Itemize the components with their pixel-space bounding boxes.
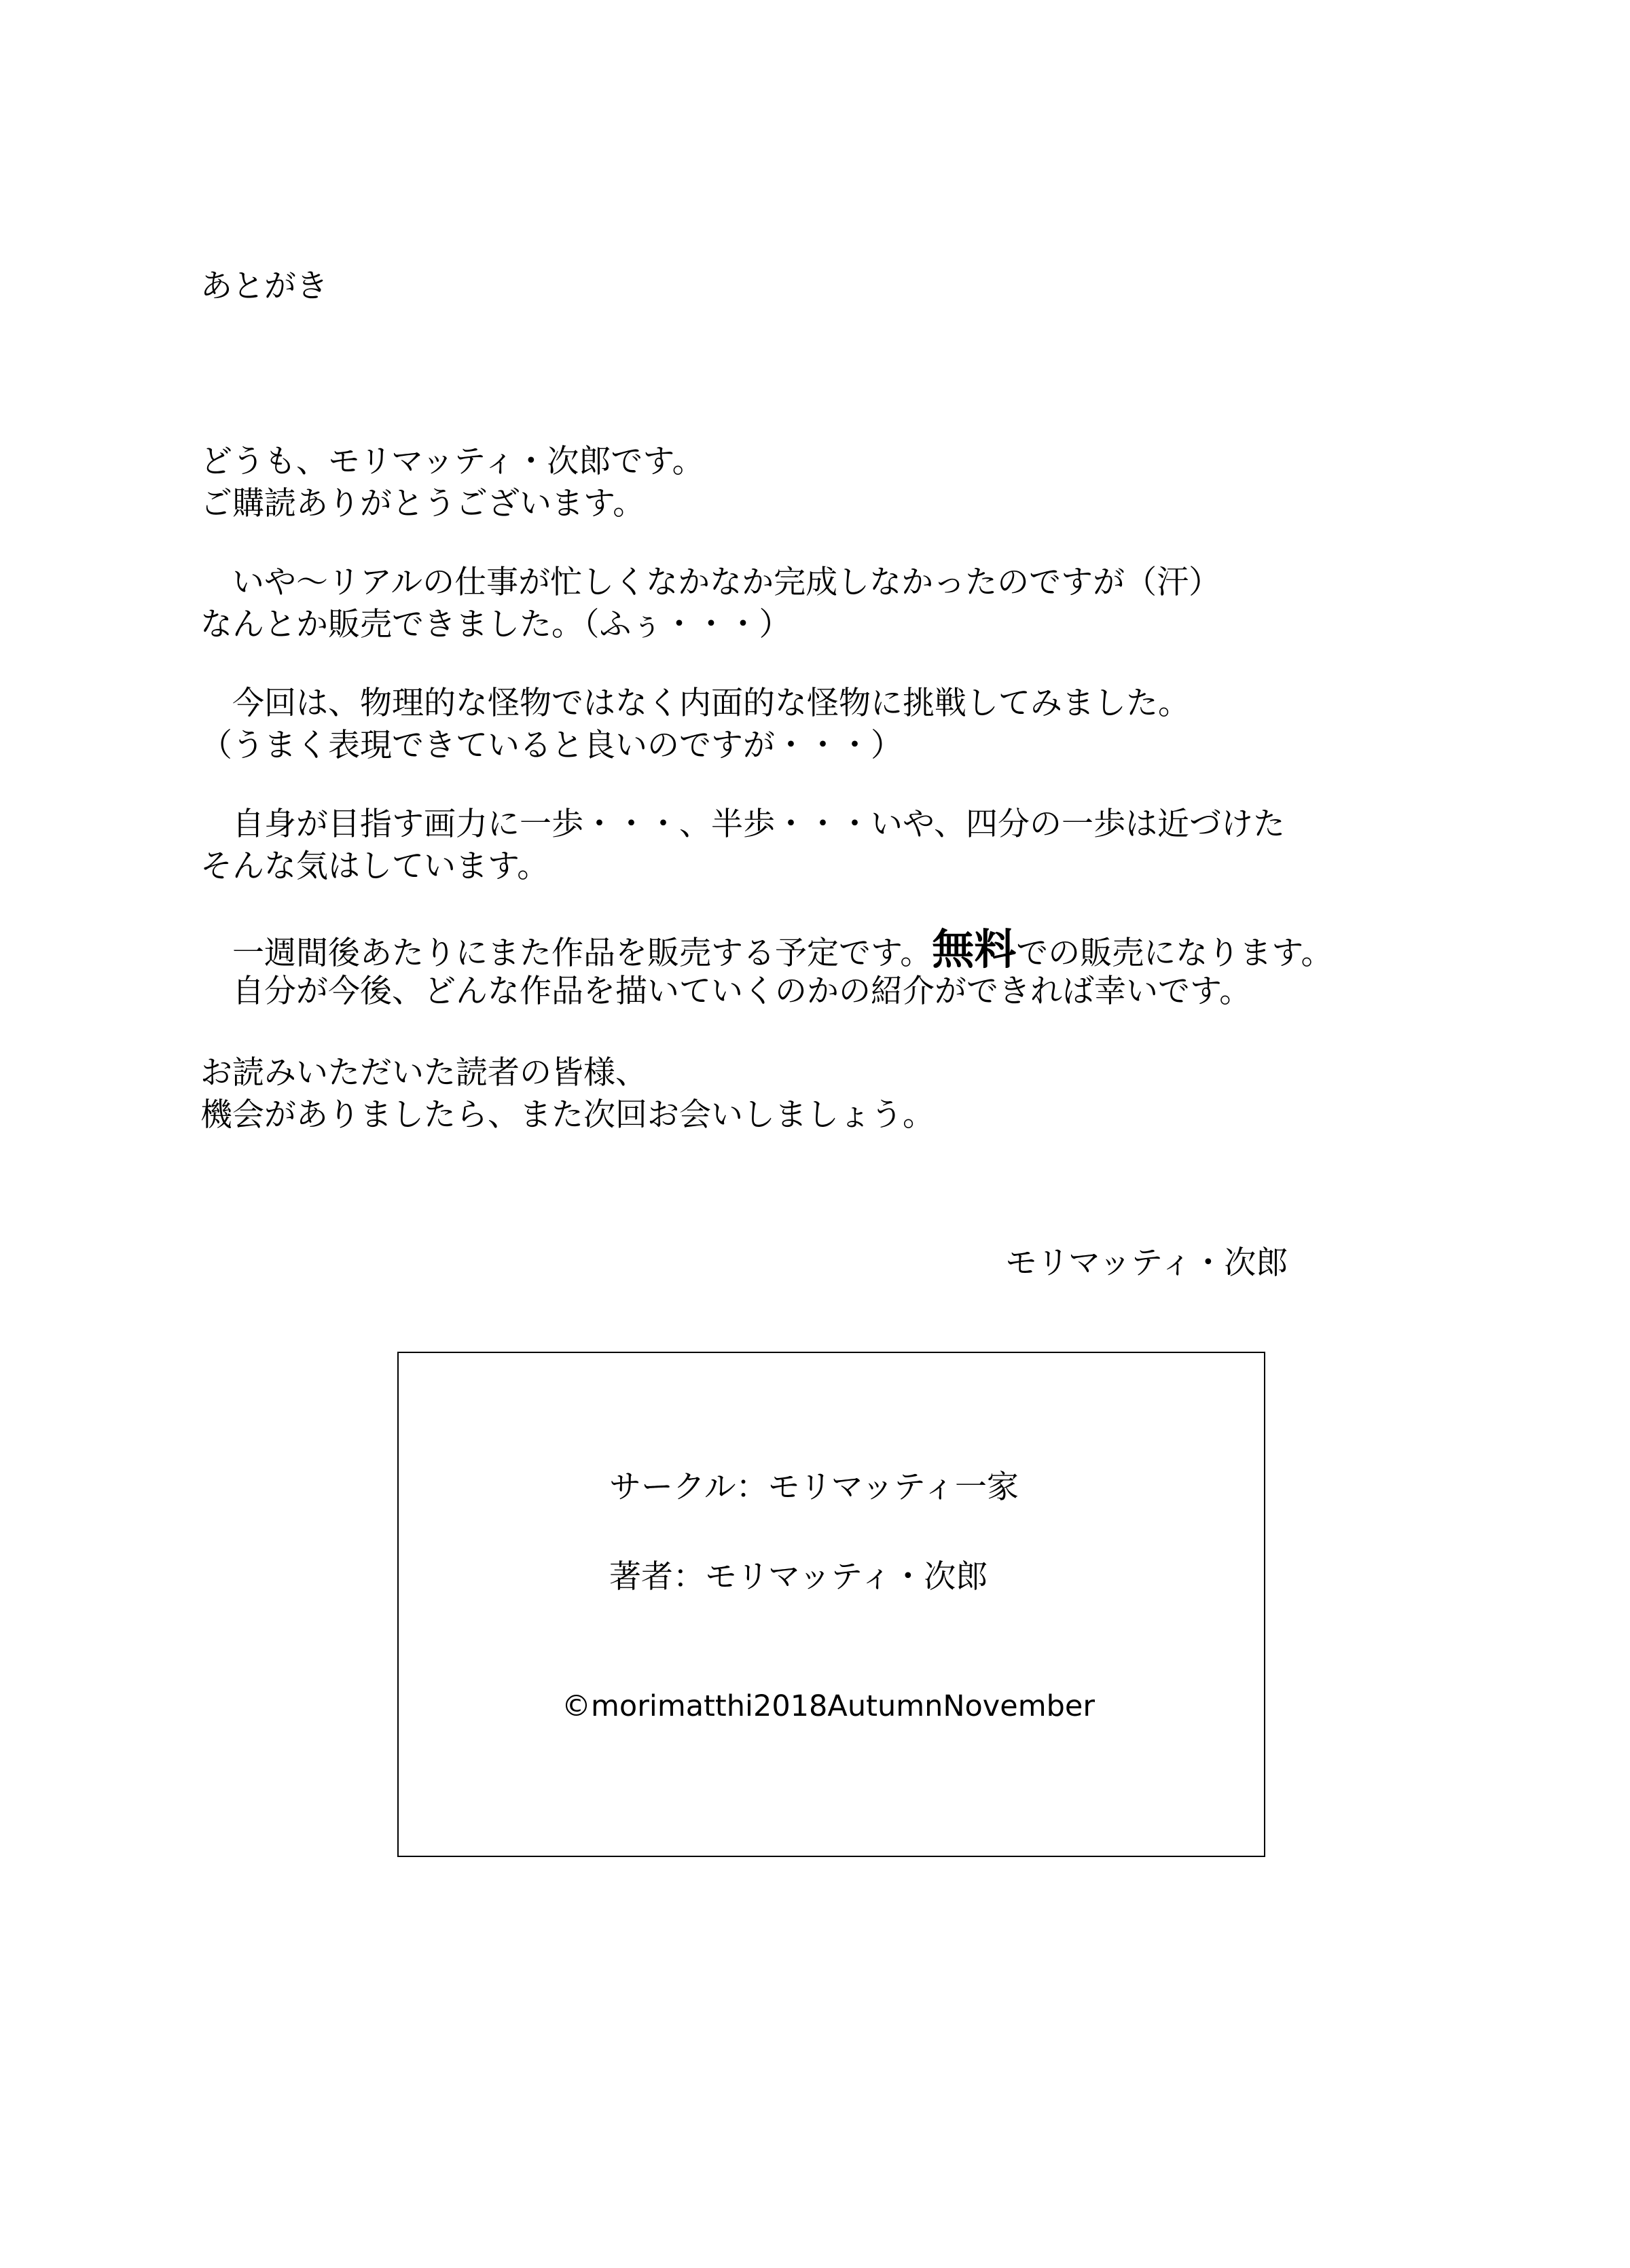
- body-line: （うまく表現できていると良いのですが・・・）: [200, 727, 903, 764]
- circle-name: サークル：モリマッティ一家: [609, 1469, 1019, 1506]
- body-line: 自身が目指す画力に一歩・・・、半歩・・・いや、四分の一歩は近づけた: [200, 806, 1286, 843]
- afterword-heading: あとがき: [200, 268, 328, 305]
- author-name: 著者：モリマッティ・次郎: [609, 1558, 988, 1596]
- author-signature: モリマッティ・次郎: [1005, 1244, 1288, 1282]
- copyright-notice: ©morimatthi2018AutumnNovember: [562, 1689, 1095, 1723]
- free-emphasis: 無料: [932, 924, 1017, 974]
- body-line: 今回は、物理的な怪物ではなく内面的な怪物に挑戦してみました。: [200, 685, 1190, 722]
- body-line: そんな気はしています。: [200, 848, 549, 885]
- colophon-box: [397, 1352, 1265, 1857]
- announcement-text: 一週間後あたりにまた作品を販売する予定です。: [200, 935, 932, 972]
- body-line: いや～リアルの仕事が忙しくなかなか完成しなかったのですが（汗）: [200, 564, 1221, 601]
- closing-line: お読みいただいた読者の皆様、: [200, 1054, 647, 1092]
- greeting-line: どうも、モリマッティ・次郎です。: [200, 443, 704, 480]
- announcement-line: [200, 924, 1333, 974]
- body-line: 自分が今後、どんな作品を描いていくのかの紹介ができれば幸いです。: [200, 973, 1252, 1010]
- thanks-line: ご購読ありがとうございます。: [200, 485, 645, 522]
- closing-line: 機会がありましたら、また次回お会いしましょう。: [200, 1096, 935, 1134]
- body-line: なんとか販売できました。（ふぅ・・・）: [200, 606, 791, 643]
- announcement-text-end: での販売になります。: [1016, 935, 1333, 972]
